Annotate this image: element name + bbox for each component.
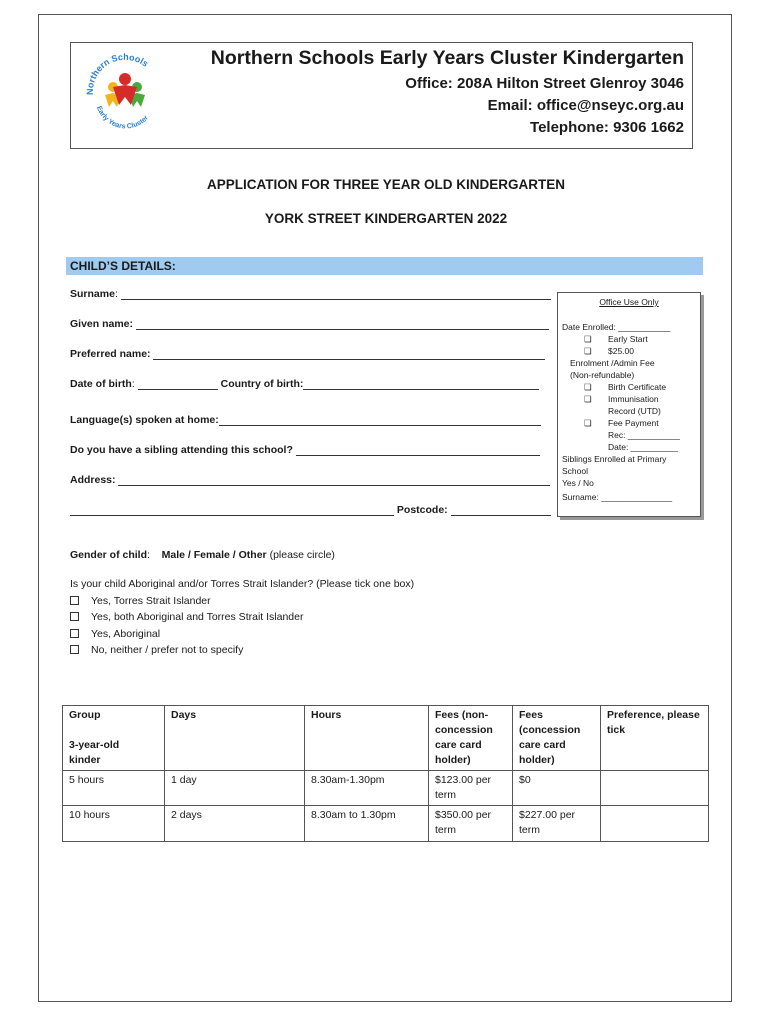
languages-label: Language(s) spoken at home: xyxy=(70,414,219,426)
rec-text: Rec: ___________ xyxy=(608,430,680,440)
aboriginal-option[interactable]: Yes, Aboriginal xyxy=(70,628,160,640)
fees-con-cell: $0 xyxy=(513,771,601,806)
days-cell: 1 day xyxy=(165,771,305,806)
aboriginal-option[interactable]: No, neither / prefer not to specify xyxy=(70,644,243,656)
hours-cell: 8.30am-1.30pm xyxy=(305,771,429,806)
early-start-item[interactable]: ❏ Early Start xyxy=(584,334,648,344)
dob-field[interactable]: Date of birth : Country of birth: xyxy=(70,378,539,390)
languages-field[interactable] xyxy=(70,414,541,426)
sibling-field[interactable] xyxy=(70,444,540,456)
postcode-field[interactable] xyxy=(70,504,551,516)
hours-header: Hours xyxy=(305,706,429,771)
school-text: School xyxy=(562,466,588,476)
office-address: Office: 208A Hilton Street Glenroy 3046 xyxy=(405,75,684,92)
fees-non-cell: $350.00 per term xyxy=(429,806,513,842)
aboriginal-question: Is your child Aboriginal and/or Torres Strait Islander? (Please tick one box) xyxy=(70,578,415,590)
group-cell: 10 hours xyxy=(63,806,165,842)
form-title: APPLICATION FOR THREE YEAR OLD KINDERGARTEN xyxy=(206,177,565,192)
table-row xyxy=(63,771,709,806)
days-header: Days xyxy=(165,706,305,771)
enrolment-fee-text: Enrolment /Admin Fee xyxy=(570,358,655,368)
days-cell: 2 days xyxy=(165,806,305,842)
record-utd-text: Record (UTD) xyxy=(608,406,661,416)
gender-note: (please circle) xyxy=(269,549,335,561)
postcode-label: Postcode: xyxy=(396,504,448,516)
checkbox-icon[interactable]: ❏ xyxy=(584,334,592,344)
dob-label: Date of birth xyxy=(70,378,132,390)
date-enrolled: Date Enrolled: ___________ xyxy=(562,322,671,332)
siblings-enrolled-text: Siblings Enrolled at Primary xyxy=(562,454,667,464)
checkbox-icon[interactable]: ❏ xyxy=(584,382,592,392)
office-surname-text: Surname: _______________ xyxy=(562,492,673,502)
fees-table xyxy=(62,705,709,842)
checkbox-icon[interactable] xyxy=(70,596,79,605)
fee-payment-item[interactable]: ❏ Fee Payment xyxy=(584,418,659,428)
fees-con-header: Fees (concession care card holder) xyxy=(513,706,601,771)
table-header-row xyxy=(63,706,709,771)
checkbox-icon[interactable]: ❏ xyxy=(584,418,592,428)
hours-cell: 8.30am to 1.30pm xyxy=(305,806,429,842)
birth-cert-item[interactable]: ❏ Birth Certificate xyxy=(584,382,667,392)
given-name-label: Given name: xyxy=(70,318,134,330)
letterhead xyxy=(70,42,693,149)
svg-text:Northern Schools: Northern Schools xyxy=(84,51,151,96)
gender-options[interactable]: Male / Female / Other xyxy=(161,549,267,561)
office-email: Email: office@nseyc.org.au xyxy=(487,97,684,114)
table-row xyxy=(63,806,709,842)
office-telephone: Telephone: 9306 1662 xyxy=(530,119,684,136)
fees-non-cell: $123.00 per term xyxy=(429,771,513,806)
yes-no-text: Yes / No xyxy=(562,478,594,488)
given-name-field[interactable] xyxy=(70,318,549,330)
preference-cell[interactable] xyxy=(601,806,709,842)
address-field[interactable] xyxy=(70,474,550,486)
group-header: Group 3-year-old kinder xyxy=(63,706,165,771)
fee-25-item[interactable]: ❏ $25.00 xyxy=(584,346,634,356)
office-use-box xyxy=(557,292,701,517)
surname-field[interactable]: Surname : xyxy=(70,288,551,300)
org-name: Northern Schools Early Years Cluster Kindergarten xyxy=(210,47,684,69)
non-refundable-text: (Non-refundable) xyxy=(570,370,635,380)
country-of-birth-label: Country of birth: xyxy=(220,378,304,390)
sibling-label: Do you have a sibling attending this school? xyxy=(70,444,293,456)
address-label: Address: xyxy=(70,474,116,486)
gender-label: Gender of child xyxy=(70,549,148,561)
preferred-name-label: Preferred name: xyxy=(70,348,151,360)
checkbox-icon[interactable]: ❏ xyxy=(584,394,592,404)
application-form-page xyxy=(38,14,732,1002)
fees-non-header: Fees (non-concession care card holder) xyxy=(429,706,513,771)
gender-field[interactable]: Gender of child: Male / Female / Other (please circle) xyxy=(70,549,335,561)
office-use-heading: Office Use Only xyxy=(599,297,659,307)
date-text: Date: __________ xyxy=(608,442,678,452)
immunisation-item[interactable]: ❏ Immunisation xyxy=(584,394,659,404)
checkbox-icon[interactable]: ❏ xyxy=(584,346,592,356)
childs-details-heading: CHILD’S DETAILS: xyxy=(66,257,703,275)
checkbox-icon[interactable] xyxy=(70,645,79,654)
aboriginal-option[interactable]: Yes, both Aboriginal and Torres Strait Islander xyxy=(70,611,303,623)
svg-text:Early Years Cluster: Early Years Cluster xyxy=(95,105,150,131)
form-subtitle: YORK STREET KINDERGARTEN 2022 xyxy=(264,211,508,226)
fees-con-cell: $227.00 per term xyxy=(513,806,601,842)
group-cell: 5 hours xyxy=(63,771,165,806)
school-logo xyxy=(83,49,167,133)
preference-cell[interactable] xyxy=(601,771,709,806)
preferred-name-field[interactable] xyxy=(70,348,545,360)
preference-header: Preference, please tick xyxy=(601,706,709,771)
aboriginal-option[interactable]: Yes, Torres Strait Islander xyxy=(70,595,211,607)
checkbox-icon[interactable] xyxy=(70,629,79,638)
checkbox-icon[interactable] xyxy=(70,612,79,621)
surname-label: Surname xyxy=(70,288,115,300)
